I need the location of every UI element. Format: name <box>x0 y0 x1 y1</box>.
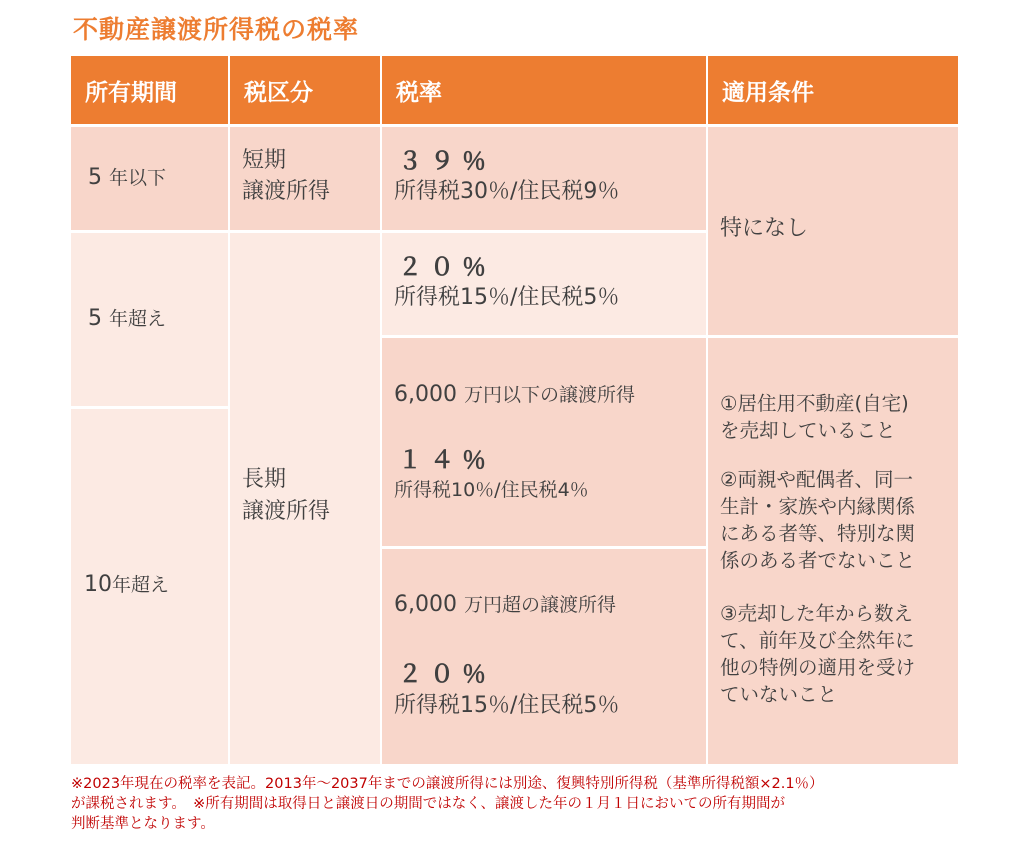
rate-value: ２０％ <box>398 253 494 281</box>
footnote-line2: が課税されます。 ※所有期間は取得日と譲渡日の期間ではなく、譲渡した年の１月１日においての所有期間が <box>71 796 785 812</box>
period-cell-short <box>71 127 228 230</box>
period-number: 5 <box>88 165 102 190</box>
rate-detail: 所得税15％/住民税5％ <box>394 693 620 718</box>
rate-cell-10-over-6000 <box>382 549 706 764</box>
condition-cell-none <box>708 127 958 335</box>
rate-cell-5-to-10 <box>382 233 706 335</box>
category-cell-long <box>230 233 380 764</box>
condition-2-line4: 係のある者でないこと <box>720 549 916 572</box>
period-cell-10-over <box>71 409 228 764</box>
condition-3-line1: ③売却した年から数え <box>720 602 913 625</box>
period-unit: 年超え <box>109 308 167 330</box>
footnote-line1: ※2023年現在の税率を表記。2013年～2037年までの譲渡所得には別途、復興特別所得税（基準所得税額×2.1％） <box>71 776 824 792</box>
rate-value: ２０％ <box>398 660 494 688</box>
category-long-line2: 譲渡所得 <box>242 499 331 524</box>
rate-cell-short <box>382 127 706 230</box>
condition-3-line2: て、前年及び全然年に <box>720 629 915 652</box>
category-short-line2: 譲渡所得 <box>242 179 331 204</box>
amount-value: 6,000 <box>394 592 457 617</box>
condition-1-line2: を売却していること <box>720 419 896 442</box>
condition-cell-special <box>708 338 958 764</box>
rate-value: ３９％ <box>398 147 494 175</box>
amount-value: 6,000 <box>394 382 457 407</box>
rate-detail: 所得税30％/住民税9％ <box>394 179 620 204</box>
period-number: 5 <box>88 306 102 331</box>
condition-2-line2: 生計・家族や内縁関係 <box>720 495 916 518</box>
header-period: 所有期間 <box>71 56 228 124</box>
amount-condition: 万円以下の譲渡所得 <box>463 384 635 406</box>
amount-condition: 万円超の譲渡所得 <box>463 594 616 616</box>
rate-detail: 所得税10％/住民税4％ <box>394 479 589 501</box>
category-short-line1: 短期 <box>242 148 287 173</box>
period-unit: 年超え <box>112 574 170 596</box>
rate-cell-10-under-6000 <box>382 338 706 546</box>
condition-3-line4: ていないこと <box>720 683 838 706</box>
period-number: 10 <box>84 572 112 597</box>
header-condition: 適用条件 <box>708 56 958 124</box>
footnote-line3: 判断基準となります。 <box>71 816 215 832</box>
period-unit: 年以下 <box>109 167 167 189</box>
condition-2-line1: ②両親や配偶者、同一 <box>720 468 913 491</box>
condition-2-line3: にある者等、特別な関 <box>720 522 916 545</box>
page-title: 不動産譲渡所得税の税率 <box>73 15 360 44</box>
condition-none: 特になし <box>720 216 809 241</box>
header-rate: 税率 <box>382 56 706 124</box>
header-category: 税区分 <box>230 56 380 124</box>
rate-detail: 所得税15％/住民税5％ <box>394 285 620 310</box>
category-cell-short <box>230 127 380 230</box>
condition-1-line1: ①居住用不動産(自宅) <box>720 392 909 415</box>
rate-value: １４％ <box>398 446 494 474</box>
category-long-line1: 長期 <box>242 467 287 492</box>
condition-3-line3: 他の特例の適用を受け <box>720 656 916 679</box>
period-cell-5-over <box>71 233 228 406</box>
